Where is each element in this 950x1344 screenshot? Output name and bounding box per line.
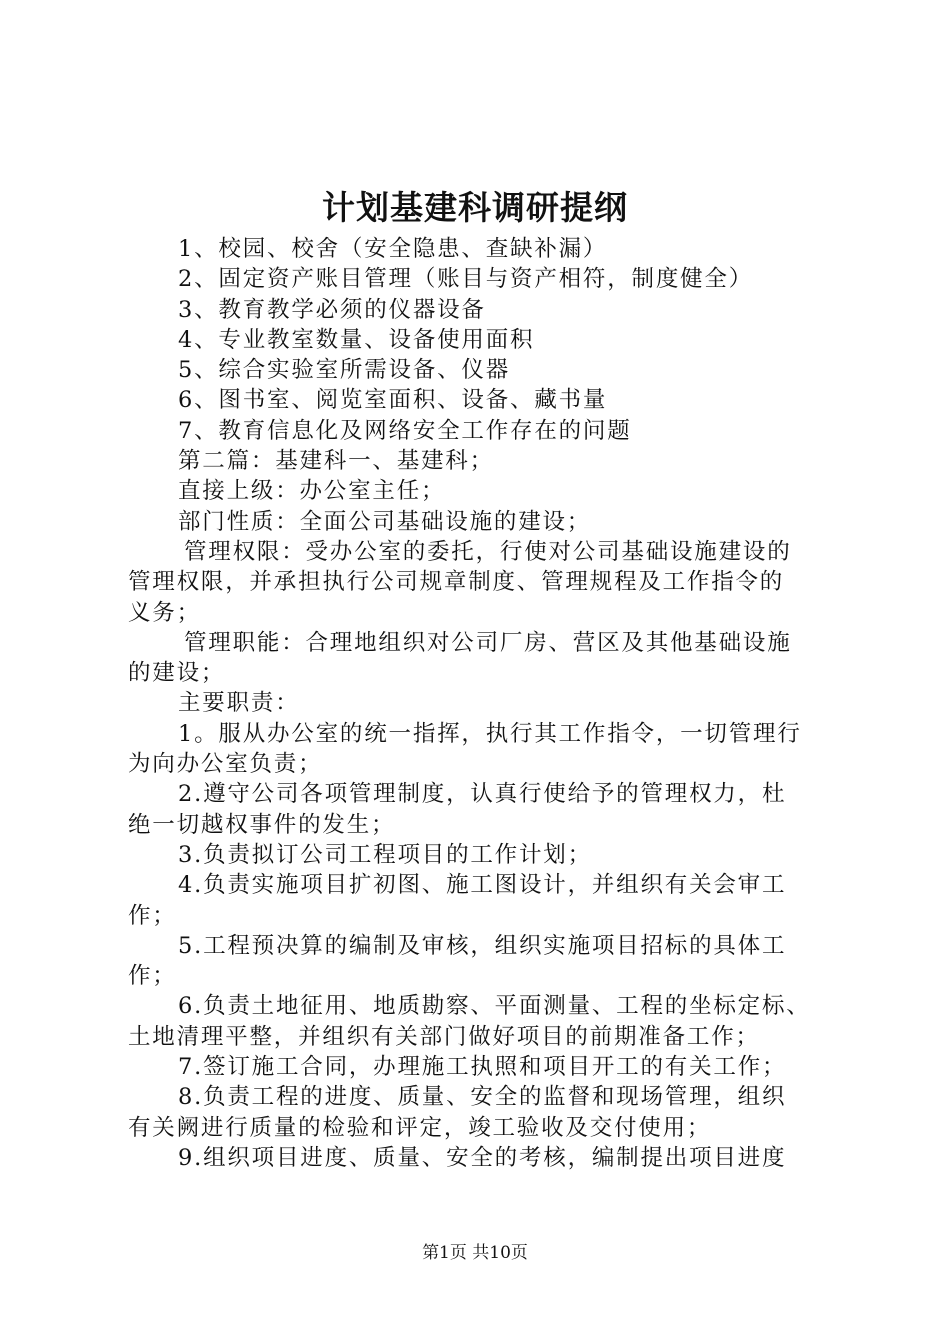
text-line: 部门性质：全面公司基础设施的建设； (178, 508, 592, 535)
text-line: 有关阙进行质量的检验和评定，竣工验收及交付使用； (128, 1114, 712, 1141)
text-line: 土地清理平整，并组织有关部门做好项目的前期准备工作； (128, 1023, 760, 1050)
text-line: 6.负责土地征用、地质勘察、平面测量、工程的坐标定标、 (178, 993, 811, 1020)
text-line: 7.签订施工合同，办理施工执照和项目开工的有关工作； (178, 1054, 787, 1081)
text-line: 第二篇：基建科一、基建科； (178, 448, 494, 475)
text-line: 4.负责实施项目扩初图、施工图设计，并组织有关会审工 (178, 872, 787, 899)
text-line: 作； (128, 902, 177, 929)
text-line: 为向办公室负责； (128, 751, 323, 778)
text-line: 5.工程预决算的编制及审核，组织实施项目招标的具体工 (178, 932, 787, 959)
text-line: 3、教育教学必须的仪器设备 (178, 296, 486, 323)
document-body (128, 234, 834, 1173)
text-line: 1。服从办公室的统一指挥，执行其工作指令，一切管理行 (178, 720, 802, 747)
text-line: 2、固定资产账目管理（账目与资产相符，制度健全） (178, 266, 754, 293)
text-line: 6、图书室、阅览室面积、设备、藏书量 (178, 387, 608, 414)
text-line: 8.负责工程的进度、质量、安全的监督和现场管理，组织 (178, 1084, 787, 1111)
text-line: 作； (128, 963, 177, 990)
text-line: 主要职责： (178, 690, 300, 717)
text-line: 3.负责拟订公司工程项目的工作计划； (178, 841, 592, 868)
text-line: 管理权限，并承担执行公司规章制度、管理规程及工作指令的 (128, 569, 785, 596)
text-line: 4、专业教室数量、设备使用面积 (178, 326, 535, 353)
text-line: 绝一切越权事件的发生； (128, 811, 396, 838)
text-line: 7、教育信息化及网络安全工作存在的问题 (178, 417, 632, 444)
text-line: 管理职能：合理地组织对公司厂房、营区及其他基础设施 (184, 629, 792, 656)
text-line: 9.组织项目进度、质量、安全的考核，编制提出项目进度 (178, 1144, 787, 1171)
text-line: 1、校园、校舍（安全隐患、查缺补漏） (178, 236, 608, 262)
document-title: 计划基建科调研提纲 (322, 188, 628, 227)
text-line: 义务； (128, 599, 201, 626)
text-line: 2.遵守公司各项管理制度，认真行使给予的管理权力，杜 (178, 781, 787, 808)
page-footer: 第1页 共10页 (422, 1243, 528, 1263)
text-line: 直接上级：办公室主任； (178, 478, 446, 505)
text-line: 的建设； (128, 660, 226, 687)
text-line: 5、综合实验室所需设备、仪器 (178, 357, 511, 384)
text-line: 管理权限：受办公室的委托，行使对公司基础设施建设的 (184, 538, 792, 565)
